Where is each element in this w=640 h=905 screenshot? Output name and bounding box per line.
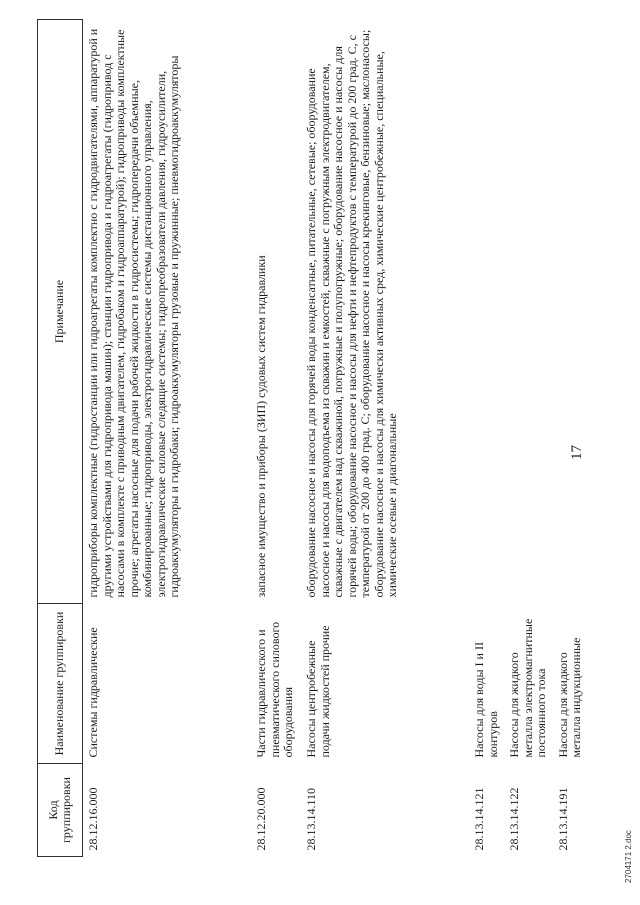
page-number: 17 <box>569 445 585 460</box>
table-row <box>504 20 553 857</box>
cell-code: 28.13.14.122 <box>507 787 521 851</box>
document-file-id: 2704171 2.doc <box>624 830 633 883</box>
cell-code: 28.13.14.191 <box>555 787 570 851</box>
cell-note: оборудование насосное и насосы для горячей воды конденсатные, питательные, сетевые; оборудование насосное и насосы для водоподъема из скважин и емкостей, скважные с погружным электродвигателем, скважные с двигателем над скважиной, погружные и полупогружные; оборудование насосное и насосы для горячей воды; оборудование насосное и насосы для нефти и нефтепродуктов с температурой до 200 град. С, с температурой от 200 до 400 град. С; оборудование насосное и насосы крекинговые, бензиновые; маслонасосы; оборудование насосное и насосы для химически активных сред, химические центробежные, специальные, химические осевые и диагональные <box>304 29 399 598</box>
table-row <box>83 20 252 857</box>
table-row <box>301 20 469 857</box>
table-row <box>553 20 593 857</box>
cell-name: Насосы для жидкого металла электромагнитные постоянного тока <box>507 618 548 758</box>
cell-name: Части гидравлического и пневматического силового оборудования <box>254 621 295 758</box>
header-code: Код группировки <box>38 764 83 857</box>
cell-name: Насосы для жидкого металла индукционные <box>555 637 583 758</box>
header-note: Примечание <box>38 20 83 604</box>
cell-code: 28.12.20.000 <box>254 787 268 851</box>
table-row <box>469 20 504 857</box>
cell-note <box>504 20 553 604</box>
cell-note: запасное имущество и приборы (ЗИП) судовых систем гидравлики <box>254 255 268 598</box>
cell-name: Насосы для воды I и II контуров <box>472 642 500 758</box>
table-row <box>251 20 301 857</box>
cell-name: Насосы центробежные подачи жидкостей прочие <box>304 625 332 758</box>
cell-code: 28.13.14.110 <box>304 787 318 851</box>
header-name: Наименование группировки <box>38 604 83 764</box>
cell-note <box>553 20 593 604</box>
cell-name: Системы гидравлические <box>86 627 100 758</box>
cell-code: 28.12.16.000 <box>86 787 100 851</box>
cell-code: 28.13.14.121 <box>472 787 486 851</box>
table-header-row <box>38 20 83 857</box>
cell-note: гидроприборы комплектные (гидростанции или гидроагрегаты комплектно с гидродвигателями, аппаратурой и другими устройствами для гидропривода машин); станции гидропривода и гидроагрегаты (гидропривод с насосами в комплекте с приводным двигателем, гидробаком и гидроаппаратурой); гидроприводы комплектные прочие; агрегаты насосные для подачи рабочей жидкости в гидросистемы; гидропередачи объемные, комбинированные; гидроприводы, электрогидравлические системы дистанционного управления, электрогидравлические силовые следящие системы; гидропреобразователи давления, гидроусилители, гидроаккумуляторы и гидробаки; гидроаккумуляторы грузовые и пружинные; пневмогидроаккумуляторы <box>86 28 181 598</box>
cell-note <box>469 20 504 604</box>
grouping-table <box>37 19 593 857</box>
